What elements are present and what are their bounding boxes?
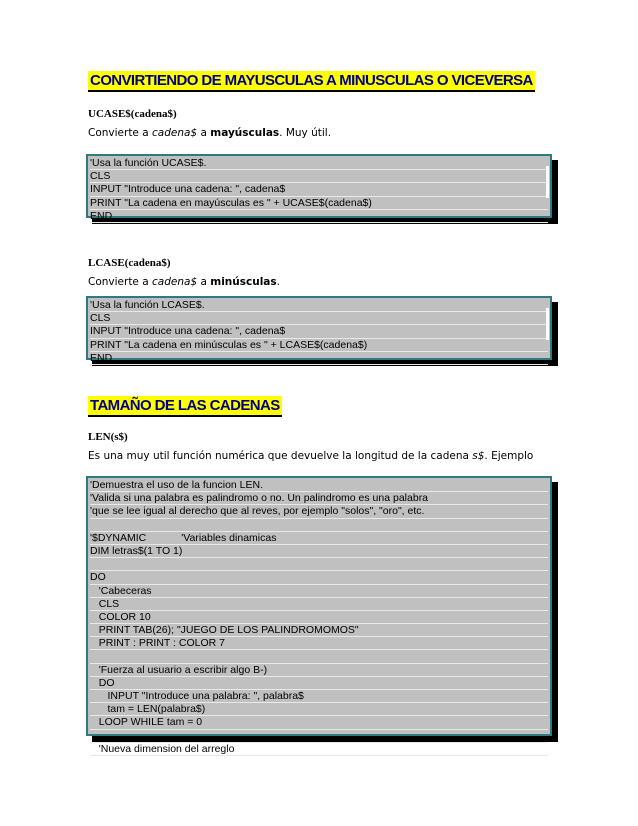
code-scrollbar [546, 166, 549, 198]
len-description [88, 450, 533, 463]
code-line: 'Fuerza al usuario a escribir algo B-) [90, 664, 548, 677]
lcase-desc-param: cadena$ [152, 276, 198, 288]
code-line: PRINT "La cadena en mayúsculas es " + UCASE$(cadena$) [90, 197, 548, 210]
code-line: 'Valida si una palabra es palindromo o no. Un palindromo es una palabra [90, 492, 548, 505]
code-line [90, 730, 548, 743]
lcase-signature: LCASE(cadena$) [88, 257, 171, 269]
code-line [90, 650, 548, 663]
ucase-desc-pre: Convierte a [88, 127, 153, 139]
ucase-code-block [86, 154, 552, 222]
len-code-block [86, 476, 552, 755]
code-line: PRINT "La cadena en minúsculas es " + LCASE$(cadena$) [90, 339, 548, 352]
lcase-code-block [86, 296, 552, 364]
lcase-desc-post: . [276, 276, 280, 288]
code-line: PRINT : PRINT : COLOR 7 [90, 637, 548, 650]
ucase-desc-mid: a [197, 127, 211, 139]
code-line: END [90, 352, 548, 365]
code-line: 'Usa la función UCASE$. [90, 157, 548, 170]
code-scrollbar [546, 308, 549, 340]
code-line: 'Nueva dimension del arreglo [90, 743, 548, 756]
code-line: DIM letras$(1 TO 1) [90, 545, 548, 558]
ucase-description [88, 127, 331, 140]
len-desc-param: s$ [472, 450, 485, 462]
code-line: CLS [90, 312, 548, 325]
ucase-desc-bold: mayúsculas [210, 127, 280, 139]
code-line: INPUT "Introduce una cadena: ", cadena$ [90, 183, 548, 196]
code-line: PRINT TAB(26); "JUEGO DE LOS PALINDROMOMOS" [90, 624, 548, 637]
section-heading-case-conversion: CONVIRTIENDO DE MAYUSCULAS A MINUSCULAS O VICEVERSA [88, 71, 535, 92]
code-line: DO [90, 571, 548, 584]
code-line: tam = LEN(palabra$) [90, 703, 548, 716]
ucase-desc-post: . Muy útil. [279, 127, 332, 139]
code-line: INPUT "Introduce una palabra: ", palabra$ [90, 690, 548, 703]
code-line [90, 558, 548, 571]
code-line: CLS [90, 170, 548, 183]
lcase-description [88, 276, 280, 289]
code-line: LOOP WHILE tam = 0 [90, 716, 548, 729]
len-desc-post: . Ejemplo [484, 450, 534, 462]
lcase-desc-mid: a [197, 276, 211, 288]
section-heading-string-length: TAMAÑO DE LAS CADENAS [88, 396, 282, 417]
len-signature: LEN(s$) [88, 431, 128, 443]
code-line: 'Cabeceras [90, 585, 548, 598]
code-line [90, 519, 548, 532]
code-line: INPUT "Introduce una cadena: ", cadena$ [90, 325, 548, 338]
code-line: COLOR 10 [90, 611, 548, 624]
code-line: '$DYNAMIC 'Variables dinamicas [90, 532, 548, 545]
lcase-desc-bold: minúsculas [210, 276, 277, 288]
code-line: 'Usa la función LCASE$. [90, 299, 548, 312]
lcase-desc-pre: Convierte a [88, 276, 153, 288]
code-line: 'Demuestra el uso de la funcion LEN. [90, 479, 548, 492]
code-line: DO [90, 677, 548, 690]
code-line: CLS [90, 598, 548, 611]
code-line: 'que se lee igual al derecho que al reves, por ejemplo "solos", "oro", etc. [90, 505, 548, 518]
code-line: END [90, 210, 548, 223]
ucase-signature: UCASE$(cadena$) [88, 108, 177, 120]
len-desc-pre: Es una muy util función numérica que devuelve la longitud de la cadena [88, 450, 473, 462]
ucase-desc-param: cadena$ [152, 127, 198, 139]
